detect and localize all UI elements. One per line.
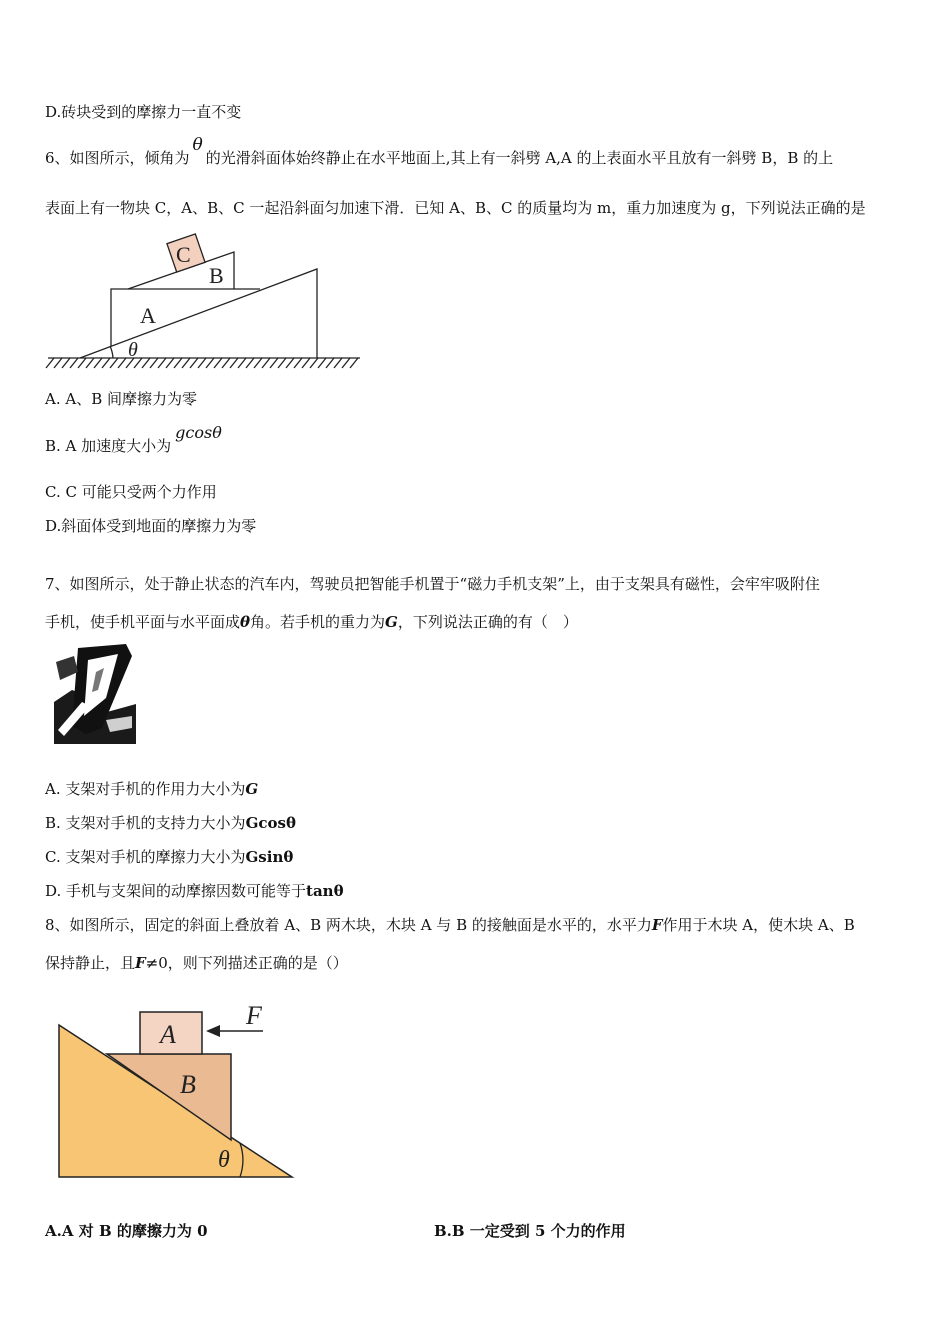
- q7-option-b: [45, 813, 296, 833]
- q8-stem-line1: [45, 915, 855, 935]
- q6-option-d: D.斜面体受到地面的摩擦力为零: [45, 517, 257, 535]
- q8-force-symbol: F: [651, 916, 663, 934]
- q8-stem-part2: 作用于木块 A，使木块 A、B: [662, 916, 855, 934]
- q6-option-b-text: B. A 加速度大小为: [45, 437, 172, 455]
- q6-figure: [40, 225, 370, 375]
- q7-option-d: [45, 881, 344, 901]
- q6-incline-body: [80, 269, 317, 358]
- q7-option-d-text: D. 手机与支架间的动摩擦因数可能等于: [45, 882, 307, 900]
- q6-angle-arc: [110, 346, 113, 358]
- q6-option-c: C. C 可能只受两个力作用: [45, 483, 217, 501]
- q7-option-d-value: tanθ: [306, 882, 344, 900]
- q7-option-b-value: Gcosθ: [245, 814, 296, 832]
- q7-option-a-text: A. 支架对手机的作用力大小为: [45, 780, 246, 798]
- q7-option-a: [45, 779, 258, 799]
- q7-gravity-symbol: G: [385, 613, 398, 631]
- q7-stem-part1: 手机，使手机平面与水平面成: [45, 613, 241, 631]
- q8-stem-line2: [45, 953, 348, 973]
- q6-label-c: C: [176, 242, 191, 267]
- q8-label-theta: θ: [218, 1147, 230, 1173]
- q6-ground-hatch: [46, 358, 358, 368]
- q7-theta-symbol: θ: [240, 613, 251, 631]
- q7-option-a-value: G: [245, 780, 259, 798]
- q7-stem-part3: ，下列说法正确的有（ ）: [397, 613, 578, 631]
- q8-label-b: B: [180, 1070, 196, 1099]
- q8-stem-part1: 8、如图所示，固定的斜面上叠放着 A、B 两木块，木块 A 与 B 的接触面是水平的，水平力: [45, 916, 652, 934]
- q8-label-f: F: [246, 1001, 262, 1030]
- q7-phone-photo: [52, 642, 138, 746]
- q7-option-c-value: Gsinθ: [245, 848, 294, 866]
- q8-figure: [50, 1000, 300, 1185]
- q8-option-b: B.B 一定受到 5 个力的作用: [434, 1222, 626, 1240]
- q5-option-d: D.砖块受到的摩擦力一直不变: [45, 103, 242, 121]
- q8-label-a: A: [160, 1020, 176, 1049]
- q8-force-symbol-2: F: [135, 954, 146, 972]
- q6-theta-symbol: θ: [192, 135, 203, 155]
- q6-stem-line2: 表面上有一物块 C，A、B、C 一起沿斜面匀加速下滑．已知 A、B、C 的质量均为 m，重力加速度为 g，下列说法正确的是: [45, 199, 866, 217]
- q7-option-c-text: C. 支架对手机的摩擦力大小为: [45, 848, 246, 866]
- q6-label-b: B: [209, 263, 224, 288]
- q8-stem-part3: 保持静止，且: [45, 954, 136, 972]
- q6-option-b-formula: gcosθ: [175, 423, 222, 442]
- q6-stem-suffix: 的光滑斜面体始终静止在水平地面上,其上有一斜劈 A,A 的上表面水平且放有一斜劈 B，B 的上: [205, 149, 834, 167]
- q7-stem-part2: 角。若手机的重力为: [250, 613, 386, 631]
- q6-stem-prefix: 6、如图所示，倾角为: [45, 149, 190, 167]
- q6-option-a: A. A、B 间摩擦力为零: [45, 390, 197, 408]
- q8-option-a: A.A 对 B 的摩擦力为 0: [45, 1222, 208, 1240]
- q6-label-a: A: [140, 303, 156, 328]
- q7-option-c: [45, 847, 293, 867]
- q7-stem-line1: 7、如图所示，处于静止状态的汽车内，驾驶员把智能手机置于“磁力手机支架”上，由于支架具有磁性，会牢牢吸附住: [45, 575, 820, 593]
- q6-option-b: [45, 423, 222, 456]
- q8-force-arrow-head: [206, 1025, 220, 1037]
- q8-stem-part4: ≠0，则下列描述正确的是（）: [145, 954, 348, 972]
- q6-stem-line1: [45, 135, 834, 168]
- q6-label-theta: θ: [128, 339, 138, 361]
- q7-option-b-text: B. 支架对手机的支持力大小为: [45, 814, 246, 832]
- q7-stem-line2: [45, 612, 578, 632]
